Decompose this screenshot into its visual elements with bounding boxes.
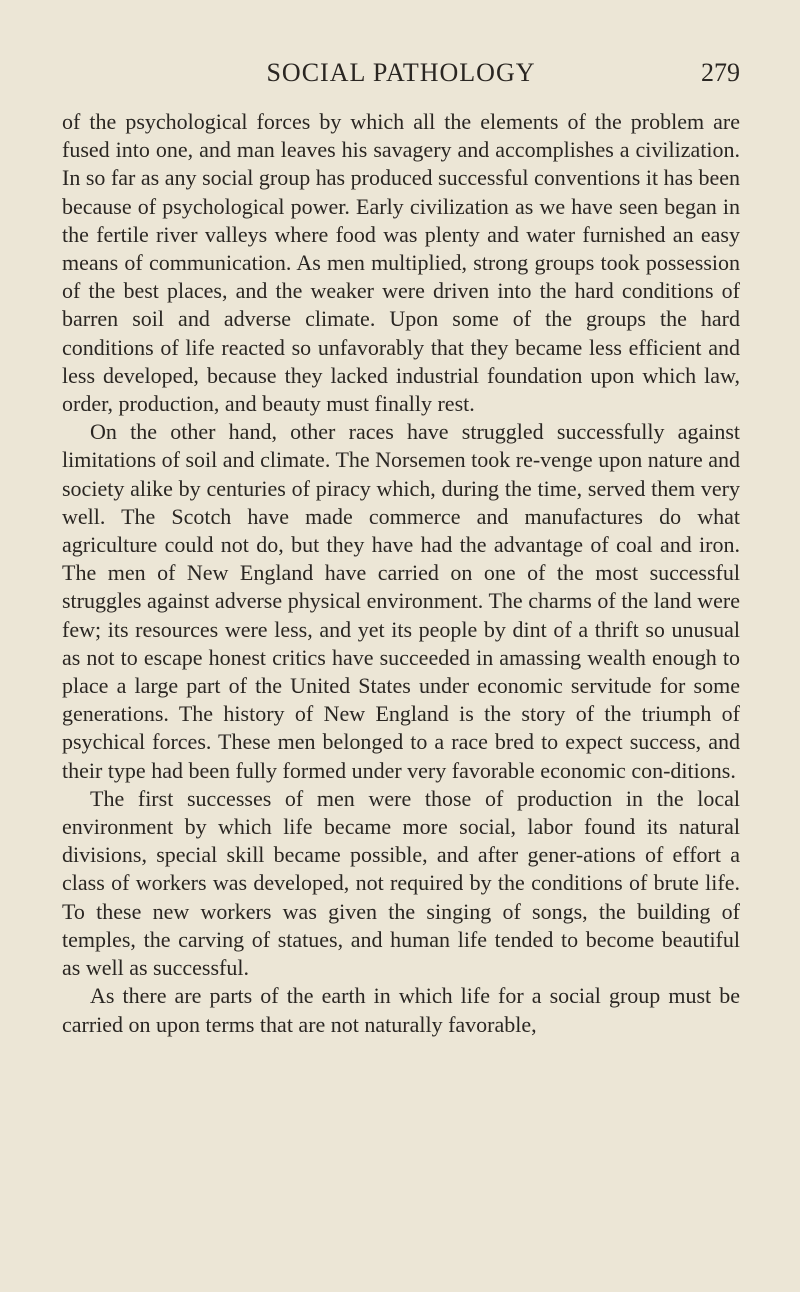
running-title: SOCIAL PATHOLOGY (266, 58, 536, 87)
paragraph-2: On the other hand, other races have struggled successfully against limitations of soil and climate. The Norsemen took re-venge upon nature and society alike by centuries of piracy which, during the time, served them very well. The Scotch have made commerce and manufactures do what agriculture could not do, but they have had the advantage of coal and iron. The men of New England have carried on one of the most successful struggles against adverse physical environment. The charms of the land were few; its resources were less, and yet its people by dint of a thrift so unusual as not to escape honest critics have succeeded in amassing wealth enough to place a large part of the United States under economic servitude for some generations. The history of New England is the story of the triumph of psychical forces. These men belonged to a race bred to expect success, and their type had been fully formed under very favorable economic con-ditions. (62, 419, 740, 783)
paragraph-1: of the psychological forces by which all the elements of the problem are fused into one, and man leaves his savagery and accomplishes a civilization. In so far as any social group has produced successful conventions it has been because of psychological power. Early civilization as we have seen began in the fertile river valleys where food was plenty and water furnished an easy means of communication. As men multiplied, strong groups took possession of the best places, and the weaker were driven into the hard conditions of barren soil and adverse climate. Upon some of the groups the hard conditions of life reacted so unfavorably that they became less efficient and less developed, because they lacked industrial foundation upon which law, order, production, and beauty must finally rest. (62, 109, 740, 417)
page-number: 279 (701, 58, 740, 87)
body-text (62, 108, 740, 1039)
paragraph-3: The first successes of men were those of production in the local environment by which life became more social, labor found its natural divisions, special skill became possible, and after gener-ations of effort a class of workers was developed, not required by the conditions of brute life. To these new workers was given the singing of songs, the building of temples, the carving of statues, and human life tended to become beautiful as well as successful. (62, 785, 740, 981)
page-header (62, 46, 740, 86)
paragraph-4: As there are parts of the earth in which life for a social group must be carried on upon terms that are not naturally favorable, (62, 983, 740, 1037)
